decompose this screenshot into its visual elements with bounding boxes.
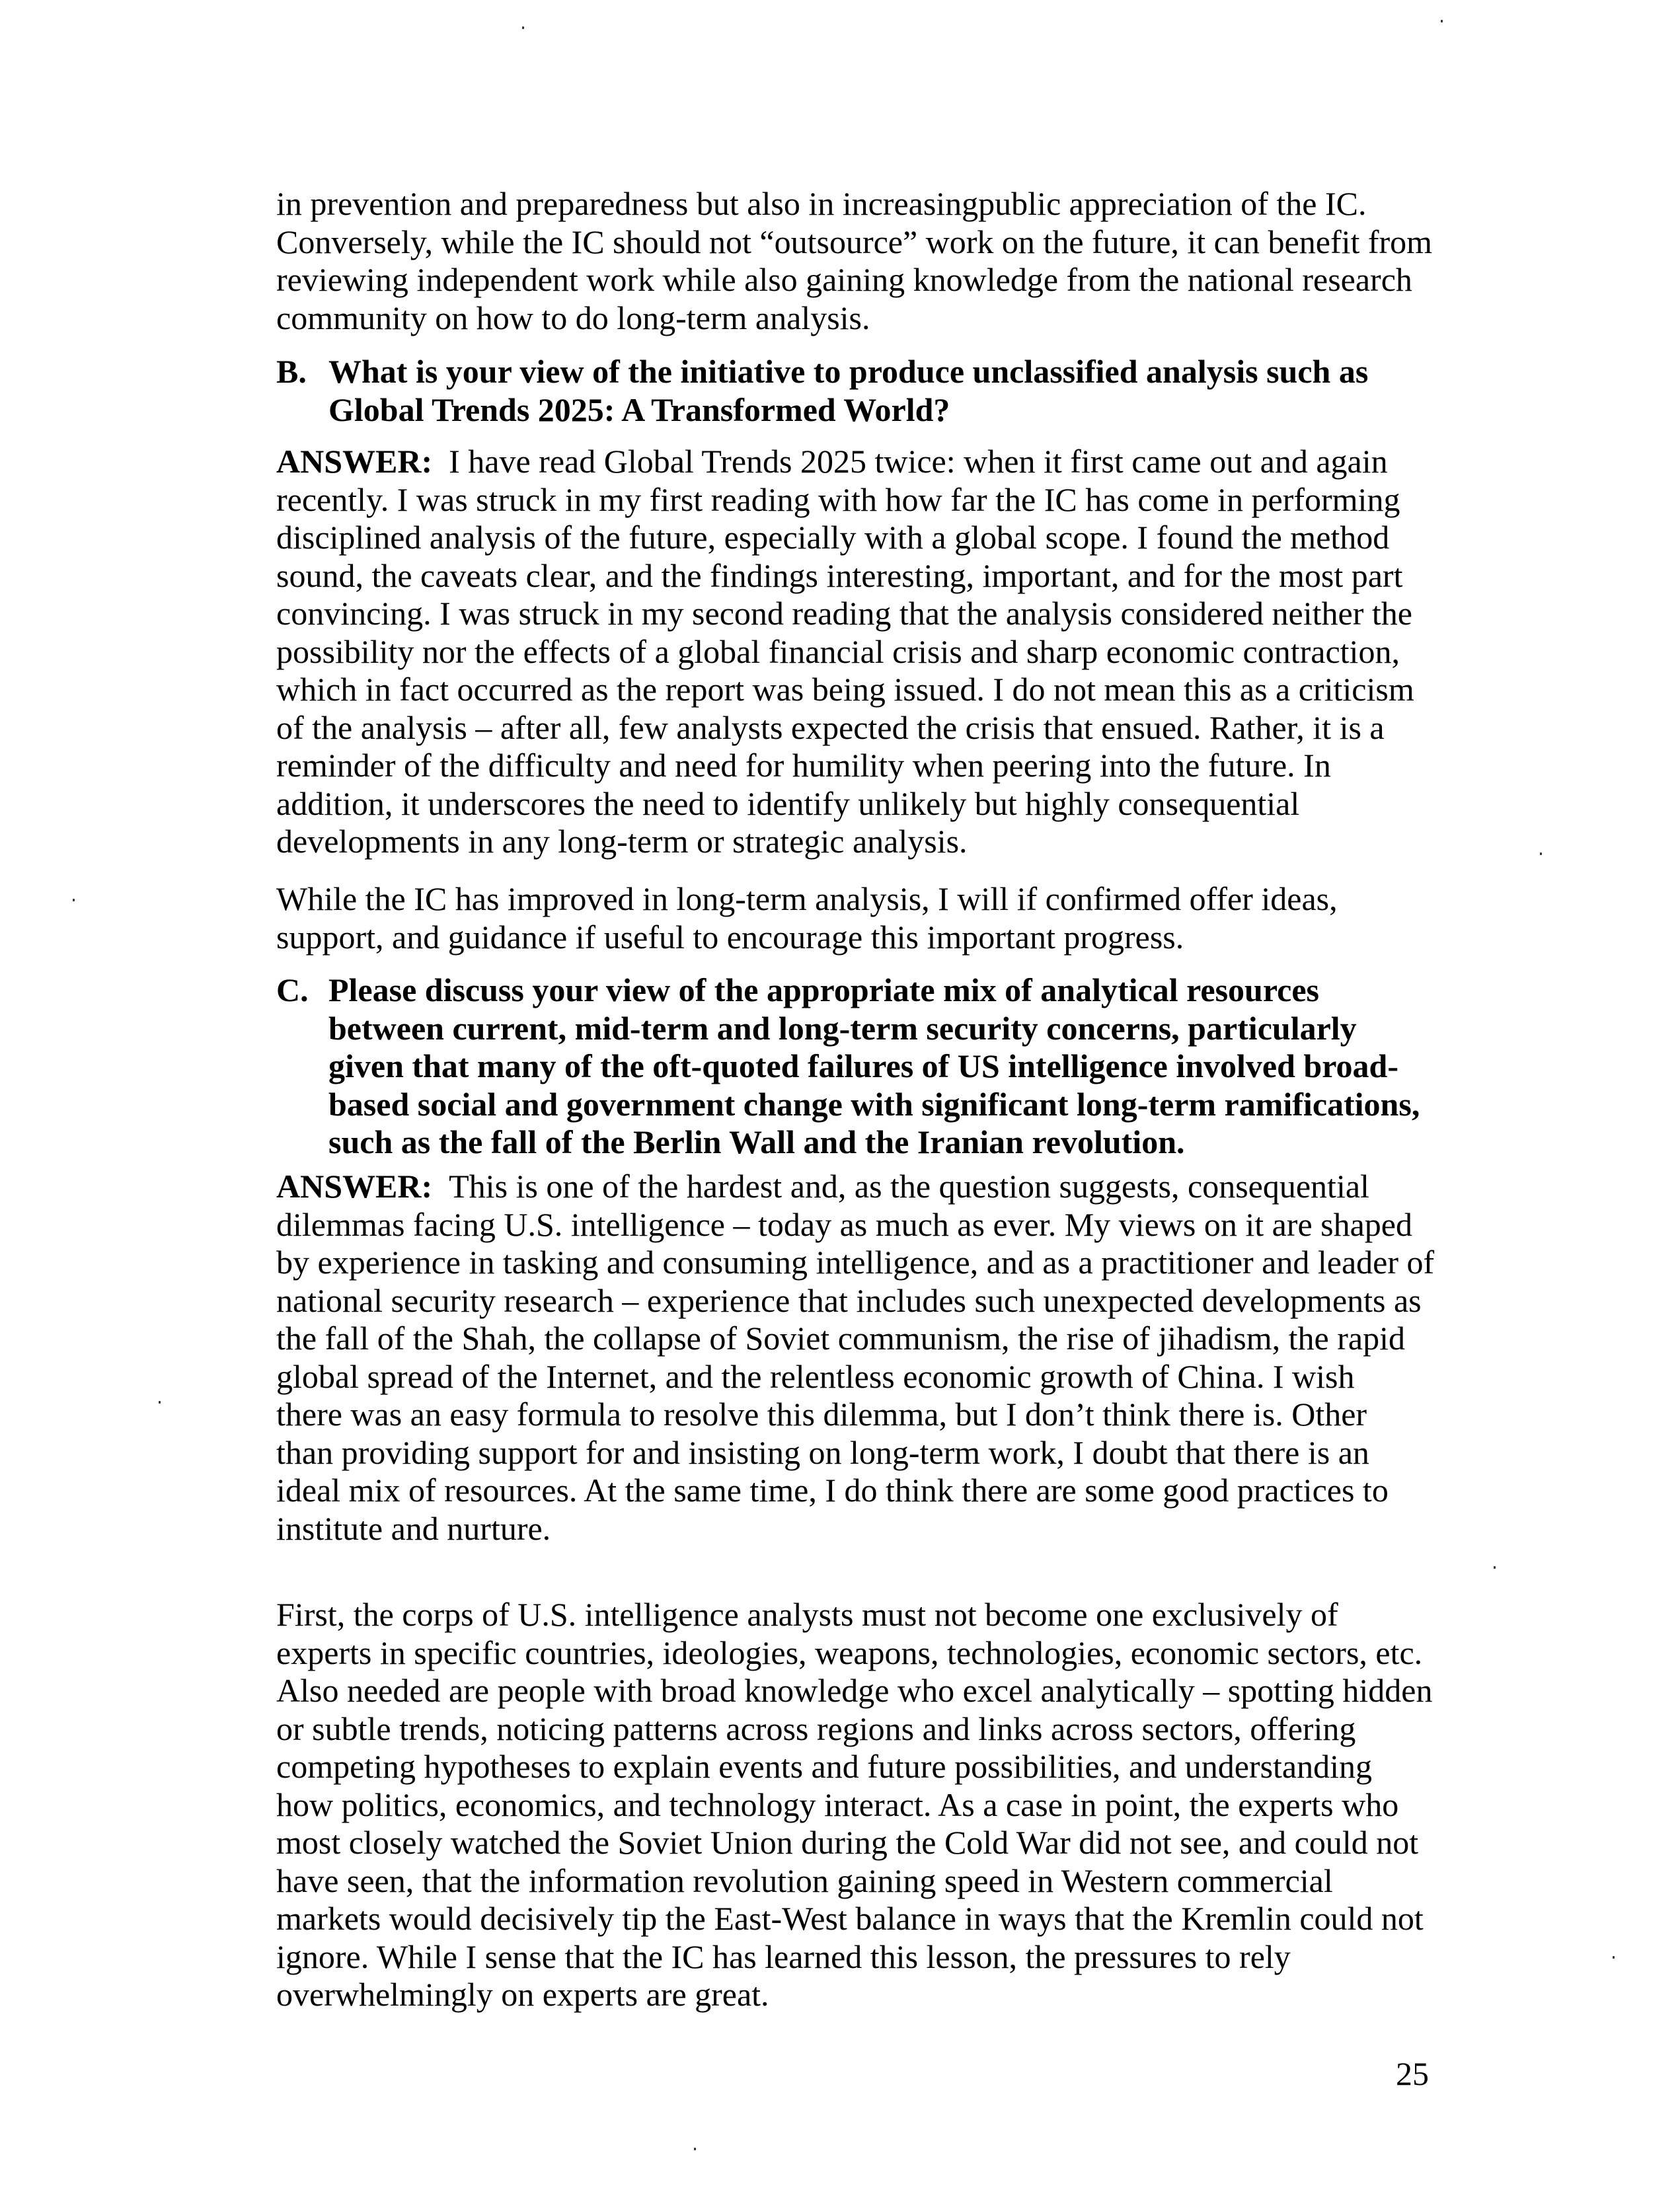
question-text: What is your view of the initiative to produce unclassified analysis such as — [328, 353, 1369, 390]
question-label: C. — [276, 971, 309, 1008]
text-line: reviewing independent work while also gaining knowledge from the national research — [276, 261, 1412, 298]
question-line: based social and government change with significant long-term ramifications, — [328, 1085, 1420, 1123]
text-line: reminder of the difficulty and need for humility when peering into the future. In — [276, 747, 1331, 784]
text-line: ideal mix of resources. At the same time, I do think there are some good practices to — [276, 1472, 1389, 1509]
text-line: convincing. I was struck in my second reading that the analysis considered neither the — [276, 595, 1412, 632]
text-line: Also needed are people with broad knowledge who excel analytically – spotting hidden — [276, 1672, 1433, 1709]
question-text: Please discuss your view of the appropriate mix of analytical resources — [328, 971, 1319, 1008]
answer-c — [276, 1168, 1439, 1548]
answer-label: ANSWER: — [276, 443, 433, 480]
text-line: national security research – experience that includes such unexpected developments as — [276, 1281, 1422, 1319]
scan-speck — [1613, 1956, 1615, 1959]
text-line: experts in specific countries, ideologies, weapons, technologies, economic sectors, etc. — [276, 1634, 1423, 1671]
text-line: addition, it underscores the need to identify unlikely but highly consequential — [276, 784, 1300, 822]
answer-label: ANSWER: — [276, 1168, 433, 1205]
answer-c-first-point — [276, 1596, 1439, 2014]
scan-speck — [1494, 1566, 1496, 1569]
text-line: disciplined analysis of the future, especially with a global scope. I found the method — [276, 519, 1390, 556]
text-line: possibility nor the effects of a global financial crisis and sharp economic contraction, — [276, 632, 1400, 670]
question-label: B. — [276, 353, 307, 390]
text-line: dilemmas facing U.S. intelligence – today as much as ever. My views on it are shaped — [276, 1205, 1412, 1243]
text-line: most closely watched the Soviet Union during the Cold War did not see, and could not — [276, 1824, 1419, 1861]
text-line: recently. I was struck in my first reading with how far the IC has come in performing — [276, 480, 1400, 518]
question-c — [276, 971, 1439, 1162]
text-line: community on how to do long-term analysis. — [276, 299, 870, 336]
text-line: institute and nurture. — [276, 1509, 551, 1547]
text-line: developments in any long-term or strategic analysis. — [276, 823, 968, 860]
question-line — [276, 971, 1439, 1010]
scan-speck — [159, 1401, 161, 1404]
text-line: Conversely, while the IC should not “outsource” work on the future, it can benefit from — [276, 223, 1433, 260]
text-line: overwhelmingly on experts are great. — [276, 1976, 769, 2013]
question-line: given that many of the oft-quoted failures of US intelligence involved broad- — [328, 1047, 1398, 1084]
text-line: in prevention and preparedness but also in increasingpublic appreciation of the IC. — [276, 185, 1367, 222]
scan-speck — [73, 899, 75, 901]
text-line: than providing support for and insisting on long-term work, I doubt that there is an — [276, 1433, 1369, 1471]
answer-first-line — [276, 1168, 1439, 1206]
text-line: global spread of the Internet, and the relentless economic growth of China. I wish — [276, 1357, 1355, 1395]
text-line: or subtle trends, noticing patterns across regions and links across sectors, offering — [276, 1710, 1356, 1747]
answer-text: This is one of the hardest and, as the question suggests, consequential — [449, 1168, 1369, 1205]
scan-speck — [522, 26, 524, 29]
text-line: markets would decisively tip the East-West balance in ways that the Kremlin could not — [276, 1900, 1424, 1937]
text-line: by experience in tasking and consuming intelligence, and as a practitioner and leader of — [276, 1244, 1435, 1281]
page-number: 25 — [1396, 2055, 1429, 2092]
text-line: which in fact occurred as the report was being issued. I do not mean this as a criticism — [276, 671, 1414, 708]
question-line: between current, mid-term and long-term security concerns, particularly — [328, 1009, 1357, 1047]
text-line: sound, the caveats clear, and the findings interesting, important, and for the most part — [276, 556, 1403, 594]
text-line: competing hypotheses to explain events and future possibilities, and understanding — [276, 1748, 1373, 1785]
question-line: such as the fall of the Berlin Wall and the Iranian revolution. — [328, 1123, 1185, 1160]
text-line: the fall of the Shah, the collapse of Soviet communism, the rise of jihadism, the rapid — [276, 1320, 1405, 1357]
scan-speck — [1441, 20, 1443, 22]
scan-speck — [1540, 852, 1542, 855]
answer-b-followup — [276, 880, 1439, 956]
text-line: support, and guidance if useful to encourage this important progress. — [276, 918, 1184, 956]
question-line: Global Trends 2025: A Transformed World? — [328, 391, 950, 428]
answer-first-line — [276, 443, 1439, 481]
text-line: ignore. While I sense that the IC has learned this lesson, the pressures to rely — [276, 1938, 1291, 1975]
question-b — [276, 353, 1439, 429]
text-line: of the analysis – after all, few analysts expected the crisis that ensued. Rather, it is a — [276, 708, 1385, 746]
text-line: While the IC has improved in long-term analysis, I will if confirmed offer ideas, — [276, 880, 1338, 917]
scan-speck — [694, 2148, 696, 2150]
answer-b — [276, 443, 1439, 861]
answer-text: I have read Global Trends 2025 twice: when it first came out and again — [449, 443, 1388, 480]
question-line — [276, 353, 1439, 391]
text-line: First, the corps of U.S. intelligence analysts must not become one exclusively of — [276, 1596, 1338, 1633]
continuation-paragraph — [276, 185, 1439, 337]
text-line: there was an easy formula to resolve this dilemma, but I don’t think there is. Other — [276, 1396, 1367, 1433]
text-line: have seen, that the information revolution gaining speed in Western commercial — [276, 1862, 1333, 1899]
text-line: how politics, economics, and technology interact. As a case in point, the experts who — [276, 1786, 1399, 1823]
